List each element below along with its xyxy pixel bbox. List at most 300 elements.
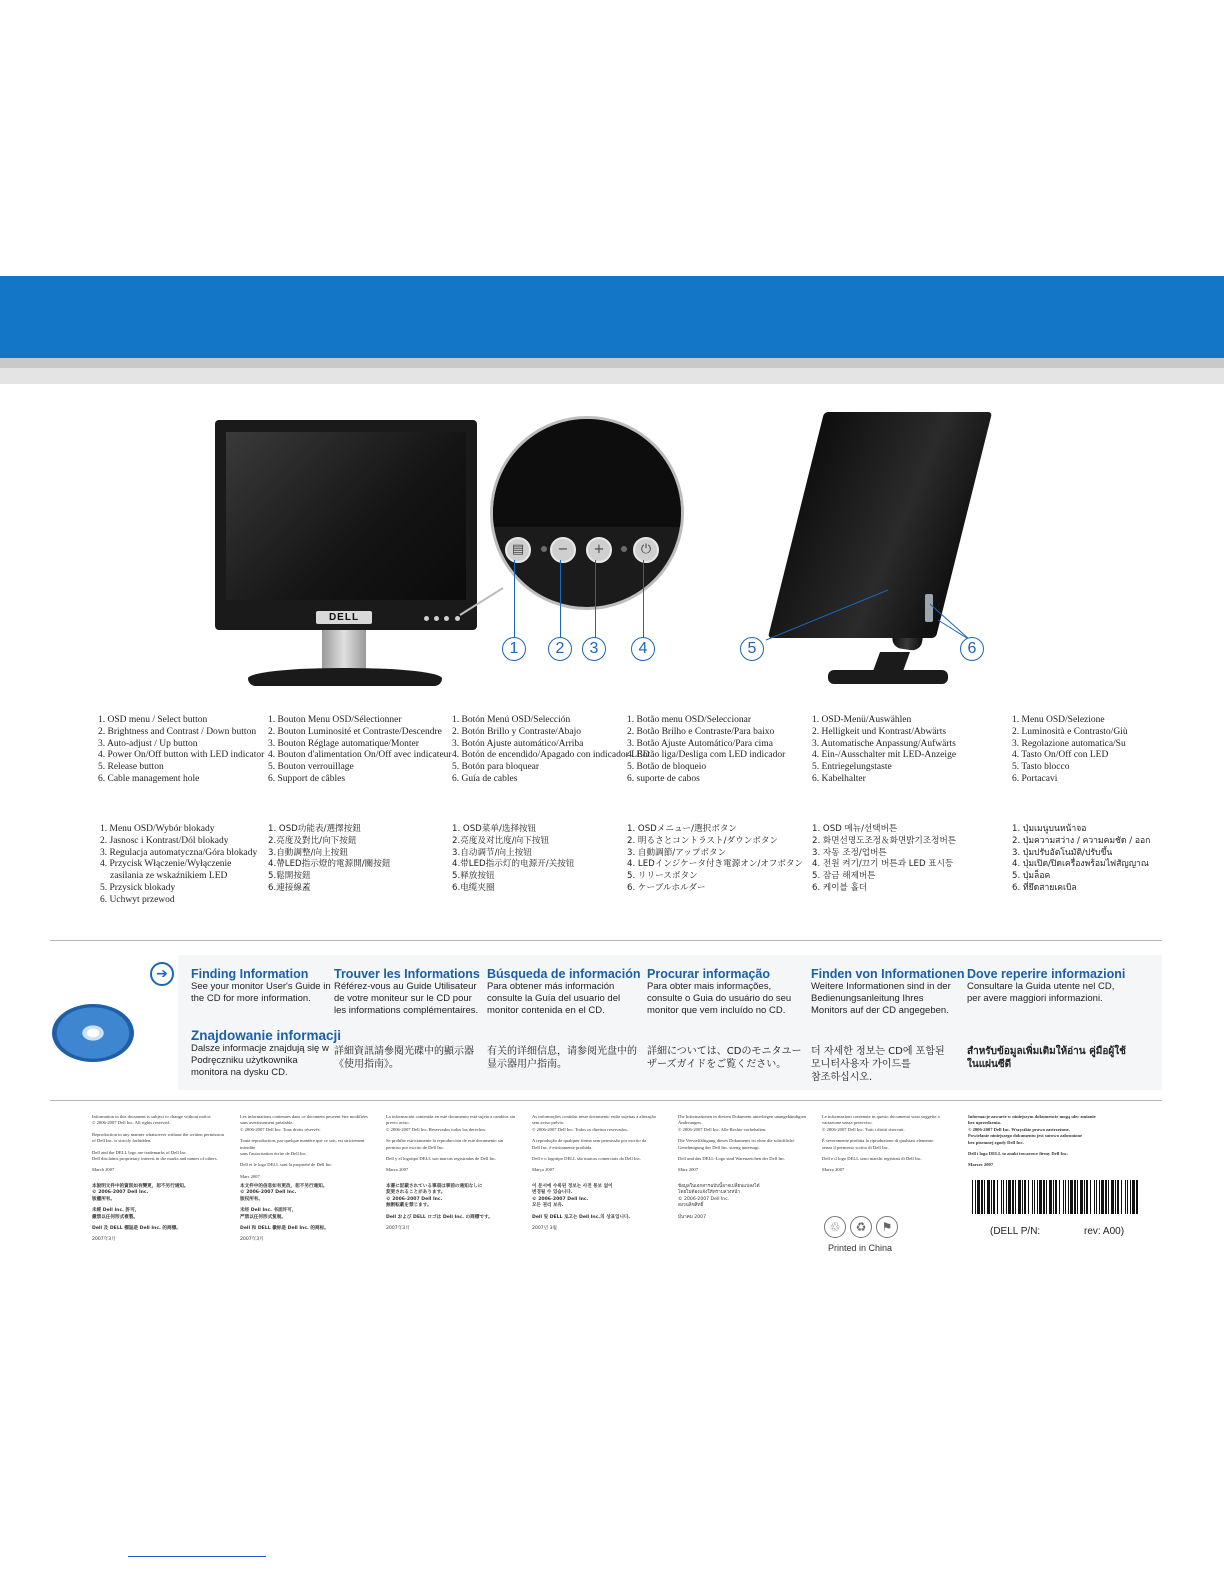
- list-item: 4. Tasto On/Off con LED: [1012, 750, 1109, 761]
- list-item: 2. Helligkeit und Kontrast/Abwärts: [812, 726, 947, 737]
- barcode-bar: [1077, 1180, 1078, 1214]
- revision-label: rev: A00): [1084, 1226, 1125, 1237]
- barcode-bar: [1121, 1180, 1122, 1214]
- finding-text: 《使用指南》。: [334, 1059, 399, 1070]
- legal-text: Dell und das DELL-Logo sind Warenzeichen der Dell Inc.: [678, 1156, 786, 1162]
- legal-text: Die Informationen in diesem Dokument unterliegen unangekündigten: [678, 1114, 807, 1119]
- legal-text: 本說明文件中的資訊如有變更，恕不另行通知。: [92, 1184, 189, 1189]
- list-item: 5.释放按钮: [452, 871, 495, 882]
- legal-text: © 2006-2007 Dell Inc.: [386, 1196, 443, 1202]
- legal-text: È severamente proibita la riproduzione di qualsiasi elemento: [822, 1138, 934, 1144]
- barcode-bar: [1086, 1180, 1088, 1214]
- barcode-bar: [987, 1180, 990, 1214]
- recycling-symbol-icon: ♻: [850, 1216, 872, 1238]
- barcode: [972, 1180, 1138, 1214]
- callout-leader: [595, 560, 596, 638]
- barcode-bar: [1008, 1180, 1011, 1214]
- monitor-stand-base: [248, 668, 442, 686]
- sensor-dot: [541, 546, 547, 552]
- legal-text: Dell 및 DELL 로고는 Dell Inc.의 상표입니다.: [532, 1214, 631, 1220]
- callout-leader: [560, 560, 561, 638]
- list-item: 4.带LED指示灯的电源开/关按钮: [452, 859, 575, 870]
- cd-disc-icon: [52, 1004, 134, 1062]
- list-item: 3. 자동 조정/업버튼: [812, 847, 887, 858]
- barcode-bar: [1015, 1180, 1016, 1214]
- legal-text: © 2006-2007 Dell Inc. Alle Rechte vorbehalten.: [678, 1126, 767, 1132]
- barcode-bar: [1132, 1180, 1135, 1214]
- legal-text: Dell 和 DELL 徽标是 Dell Inc. 的商标。: [240, 1226, 329, 1232]
- legal-date: März 2007: [678, 1167, 699, 1173]
- barcode-bar: [1022, 1180, 1023, 1214]
- front-button-dot: [434, 616, 439, 621]
- finding-block-zh-cn: [487, 1045, 637, 1071]
- list-item: 1. Bouton Menu OSD/Sélectionner: [268, 715, 402, 725]
- list-item: 5. Przysick blokady: [100, 882, 176, 893]
- list-item: 4. Botão liga/Desliga com LED indicador: [627, 750, 786, 761]
- finding-heading: Trouver les Informations: [334, 967, 480, 981]
- barcode-bar: [1084, 1180, 1085, 1214]
- list-item: 5. Tasto blocco: [1012, 762, 1070, 773]
- parts-list-pl: [100, 824, 257, 907]
- list-item: 6. 케이블 홀더: [812, 882, 868, 893]
- legal-notice-ja: [386, 1184, 521, 1232]
- list-item: 1. OSD menu / Select button: [98, 715, 208, 725]
- list-item: zasilania ze wskaźnikiem LED: [110, 871, 228, 882]
- list-item: 6.电缆夹圈: [452, 882, 495, 893]
- parts-list-fr: [268, 715, 452, 786]
- list-item: 4. LEDインジケータ付き電源オン/オフボタン: [627, 859, 804, 870]
- header-divider: [0, 358, 1224, 368]
- finding-heading: Znajdowanie informacji: [191, 1028, 342, 1043]
- legal-text: 変更されることがあります。: [386, 1190, 446, 1196]
- legal-date: March 2007: [92, 1167, 115, 1173]
- barcode-bar: [1090, 1180, 1091, 1214]
- legal-text: 未經 Dell Inc. 許可，: [92, 1208, 140, 1214]
- parts-list-ja: [627, 824, 803, 895]
- list-item: 5. リリースボタン: [627, 871, 698, 882]
- parts-list-es: [452, 715, 650, 786]
- list-item: 2. Jasnosc i Kontrast/Dól blokady: [100, 835, 229, 846]
- barcode-bar: [1099, 1180, 1100, 1214]
- legal-text: 严禁以任何形式复制。: [240, 1214, 286, 1220]
- legal-text: โดยไม่ต้องแจ้งให้ทราบล่วงหน้า: [678, 1190, 741, 1196]
- legal-text: 모든 권리 보유.: [532, 1203, 564, 1209]
- legal-text: Dell and the DELL logo are trademarks of Dell Inc.: [92, 1149, 187, 1155]
- list-item: 1. ปุ่มเมนูบนหน้าจอ: [1012, 824, 1087, 834]
- legal-notice-es: [386, 1114, 521, 1174]
- list-item: 1. Botão menu OSD/Seleccionar: [627, 715, 752, 725]
- arrow-right-icon: ➔: [150, 962, 174, 986]
- legal-text: © 2006-2007 Dell Inc.: [92, 1190, 149, 1196]
- finding-block-ja: [647, 1045, 801, 1071]
- finding-heading: Procurar informação: [647, 967, 770, 981]
- callout-1: 1: [502, 637, 526, 661]
- list-item: 1. Menu OSD/Selezione: [1012, 715, 1105, 725]
- legal-notice-pt: [532, 1114, 667, 1174]
- callout-4: 4: [631, 637, 655, 661]
- sensor-dot: [621, 546, 627, 552]
- list-item: 4.帶LED指示燈的電源開/關按鈕: [268, 859, 391, 870]
- legal-text: La información contenida en este documento está sujeta a cambios sin: [386, 1114, 516, 1119]
- list-item: 2. 明るさとコントラスト/ダウンボタン: [627, 835, 779, 846]
- legal-text: Reproduction in any manner whatsoever without the written permission: [92, 1131, 224, 1137]
- legal-text: 변경될 수 있습니다.: [532, 1190, 573, 1196]
- legal-text: sans l'autorisation écrite de Dell Inc.: [240, 1151, 307, 1157]
- legal-text: Änderungen.: [678, 1120, 702, 1126]
- osd-menu-button-icon: ▤: [505, 537, 531, 563]
- front-button-dot: [424, 616, 429, 621]
- legal-notice-ko: [532, 1184, 667, 1232]
- legal-text: bez uprzedzenia.: [968, 1120, 1001, 1126]
- finding-heading: Dove reperire informazioni: [967, 967, 1126, 981]
- list-item: 6. Cable management hole: [98, 773, 200, 784]
- legal-text: Dell i logo DELL to znaki towarowe firmy Dell Inc.: [968, 1151, 1068, 1157]
- barcode-bar: [1028, 1180, 1029, 1214]
- barcode-bar: [977, 1180, 980, 1214]
- header-divider-light: [0, 368, 1224, 384]
- legal-text: © 2006-2007 Dell Inc. Tutti i diritti riservati.: [822, 1126, 905, 1132]
- finding-text: Podręczniku użytkownika: [191, 1054, 298, 1066]
- barcode-bar: [1080, 1180, 1083, 1214]
- finding-text: Weitere Informationen sind in der: [811, 981, 951, 992]
- finding-text: 모니터사용자 가이드를: [811, 1059, 911, 1070]
- legal-text: 版权所有。: [240, 1196, 263, 1202]
- finding-block-pt: [647, 967, 791, 1016]
- finding-text: 더 자세한 정보는 CD에 포함된: [811, 1046, 945, 1057]
- legal-text: ข้อมูลในเอกสารฉบับนี้อาจเปลี่ยนแปลงได้: [678, 1184, 760, 1189]
- legal-text: © 2006-2007 Dell Inc.: [240, 1190, 297, 1196]
- legal-text: previo aviso.: [386, 1120, 410, 1126]
- parts-list-ko: [812, 824, 956, 895]
- barcode-bar: [1108, 1180, 1109, 1214]
- parts-list-th: [1012, 824, 1150, 895]
- legal-text: bez pisemnej zgody Dell Inc.: [968, 1139, 1024, 1145]
- power-button-icon: ⏻: [633, 537, 659, 563]
- legal-date: มีนาคม 2007: [678, 1214, 706, 1220]
- legal-text: Toute reproduction, par quelque manière que ce soit, est strictement interdite: [240, 1138, 365, 1150]
- finding-text: Para obtener más información: [487, 981, 615, 992]
- finding-text: 显示器用户指南。: [487, 1059, 567, 1070]
- list-item: 6. ที่ยึดสายเคเบิล: [1012, 882, 1077, 893]
- legal-text: Dell 及 DELL 標誌是 Dell Inc. 的商標。: [92, 1226, 181, 1232]
- legal-text: of Dell Inc. is strictly forbidden.: [92, 1138, 152, 1144]
- legal-text: สงวนลิขสิทธิ์: [678, 1203, 704, 1209]
- barcode-bar: [1053, 1180, 1054, 1214]
- list-item: 3. Regolazione automatica/Su: [1012, 738, 1126, 749]
- up-button-icon: +: [586, 537, 612, 563]
- barcode-bar: [1111, 1180, 1114, 1214]
- barcode-bar: [1034, 1180, 1035, 1214]
- finding-block-es: [487, 967, 641, 1016]
- finding-text: 참조하십시오.: [811, 1072, 873, 1083]
- list-item: 6. Guía de cables: [452, 773, 518, 784]
- barcode-bar: [1055, 1180, 1057, 1214]
- barcode-bar: [1125, 1180, 1126, 1214]
- finding-block-en: [191, 967, 331, 1005]
- list-item: 3. Regulacja automatyczna/Góra blokady: [100, 847, 258, 858]
- finding-text: Dalsze informacje znajdują się w: [191, 1043, 329, 1054]
- footer-line: [128, 1556, 266, 1557]
- front-button-dot: [444, 616, 449, 621]
- legal-text: 本文件中的信息如有更改，恕不另行通知。: [240, 1184, 328, 1189]
- legal-text: Dell e o logotipo DELL são marcas comerciais da Dell Inc.: [532, 1156, 641, 1162]
- legal-text: 未经 Dell Inc. 书面许可，: [240, 1208, 297, 1214]
- barcode-bar: [1006, 1180, 1007, 1214]
- barcode-bar: [1065, 1180, 1066, 1214]
- barcode-bar: [1127, 1180, 1128, 1214]
- list-item: 2. Botón Brillo y Contraste/Abajo: [452, 726, 582, 737]
- barcode-bar: [1018, 1180, 1021, 1214]
- finding-text: 有关的详细信息，请参阅光盘中的: [487, 1046, 637, 1057]
- barcode-bar: [1105, 1180, 1107, 1214]
- list-item: 2. ปุ่มความสว่าง / ความคมชัด / ออก: [1012, 835, 1151, 846]
- finding-block-th: [967, 1045, 1126, 1071]
- barcode-bar: [981, 1180, 983, 1214]
- parts-list-zh-tw: [268, 824, 390, 895]
- list-item: 2. 화면선명도조정＆화면밝기조정버튼: [812, 835, 957, 846]
- barcode-bar: [1046, 1180, 1047, 1214]
- legal-text: As informações contidas neste documento estão sujeitas a alteração: [532, 1114, 656, 1119]
- legal-notice-zh-cn: [240, 1184, 375, 1244]
- list-item: 1. Botón Menú OSD/Selección: [452, 715, 571, 725]
- legal-date: Mars 2007: [240, 1173, 260, 1179]
- finding-heading: Finden von Informationen: [811, 967, 965, 981]
- finding-block-fr: [334, 967, 480, 1016]
- parts-list-de: [812, 715, 956, 786]
- list-item: 5. Botón para bloquear: [452, 762, 540, 773]
- barcode-bar: [1096, 1180, 1097, 1214]
- callout-3: 3: [582, 637, 606, 661]
- legal-text: Dell disclaims proprietary interest in the marks and names of others.: [92, 1156, 218, 1162]
- legal-text: Dell および DELL ロゴは Dell Inc. の商標です。: [386, 1214, 493, 1220]
- legal-text: 嚴禁以任何形式複製。: [92, 1214, 138, 1220]
- legal-text: Dell et le logo DELL sont la propriété de Dell Inc.: [240, 1162, 333, 1168]
- finding-block-pl: [191, 1028, 341, 1078]
- legal-text: 이 문서에 수록된 정보는 사전 통보 없이: [532, 1184, 613, 1189]
- finding-text: de votre moniteur sur le CD pour: [334, 992, 472, 1004]
- zoom-screen: [493, 419, 681, 527]
- legal-notice-pl: [968, 1114, 1103, 1169]
- list-item: 5. 잠금 해제버튼: [812, 871, 876, 882]
- finding-text: per avere maggiori informazioni.: [967, 992, 1103, 1004]
- finding-text: 詳細資訊請參閱光碟中的顯示器: [334, 1046, 474, 1057]
- finding-block-ko: [811, 1045, 945, 1084]
- callout-leader: [643, 560, 644, 638]
- barcode-bar: [1136, 1180, 1138, 1214]
- barcode-bar: [1001, 1180, 1002, 1214]
- list-item: 1. OSD 메뉴/선택버튼: [812, 824, 898, 834]
- list-item: 2. Botão Brilho e Contraste/Para baixo: [627, 726, 775, 737]
- finding-text: monitora na dysku CD.: [191, 1066, 288, 1078]
- barcode-bar: [1012, 1180, 1014, 1214]
- header-band: [0, 276, 1224, 358]
- finding-text: Référez-vous au Guide Utilisateur: [334, 981, 477, 992]
- legal-text: Dell Inc. é estritamente proibida.: [532, 1144, 593, 1150]
- finding-text: 詳細については、CDのモニタユー: [647, 1046, 802, 1057]
- list-item: 5. Bouton verrouillage: [268, 762, 354, 773]
- legal-text: © 2006-2007 Dell Inc. Reservados todos los derechos.: [386, 1126, 487, 1132]
- list-item: 6. Uchwyt przewod: [100, 894, 175, 905]
- printed-in-label: Printed in China: [828, 1243, 893, 1253]
- list-item: 3. 自動調節/アップボタン: [627, 847, 727, 858]
- list-item: 5. Entriegelungstaste: [812, 762, 892, 773]
- finding-block-zh-tw: [334, 1045, 474, 1071]
- list-item: 1. OSDメニュー/選択ボタン: [627, 824, 738, 834]
- barcode-bar: [1130, 1180, 1131, 1214]
- barcode-bar: [991, 1180, 992, 1214]
- barcode-bar: [1063, 1180, 1064, 1214]
- finding-text: les informations complémentaires.: [334, 1004, 479, 1016]
- list-item: 4. 전원 켜기/끄기 버튼과 LED 표시등: [812, 859, 954, 870]
- legal-date: 2007년 3월: [532, 1226, 557, 1232]
- section-divider: [50, 940, 1162, 941]
- button-zoom-circle: [490, 416, 684, 610]
- barcode-bar: [1003, 1180, 1004, 1214]
- legal-text: © 2006-2007 Dell Inc. Tous droits réservés.: [240, 1126, 321, 1132]
- list-item: 3.自動調整/向上按鈕: [268, 847, 348, 858]
- side-callout-leaders: [760, 560, 990, 650]
- callout-5: 5: [740, 637, 764, 661]
- legal-date: 2007年3月: [92, 1237, 116, 1243]
- legal-text: © 2006-2007 Dell Inc. Wszystkie prawa zastrzeżone.: [968, 1126, 1070, 1132]
- finding-heading: Finding Information: [191, 967, 309, 981]
- legal-notice-de: [678, 1114, 813, 1174]
- finding-text: the CD for more information.: [191, 992, 311, 1004]
- barcode-bar: [1037, 1180, 1038, 1214]
- legal-text: © 2006-2007 Dell Inc. All rights reserved.: [92, 1120, 170, 1126]
- legal-text: 版權所有。: [92, 1196, 115, 1202]
- parts-list-zh-cn: [452, 824, 574, 895]
- finding-text: Monitors auf der CD angegeben.: [811, 1004, 949, 1016]
- list-item: 1. Menu OSD/Wybór blokady: [100, 824, 215, 834]
- list-item: 2.亮度及对比度/向下按钮: [452, 835, 550, 846]
- list-item: 5. Release button: [98, 762, 164, 773]
- finding-text: consulte o Guia do usuário do seu: [647, 992, 792, 1004]
- list-item: 4. Ein-/Ausschalter mit LED-Anzeige: [812, 750, 957, 761]
- finding-block-de: [811, 967, 964, 1016]
- list-item: 2. Brightness and Contrast / Down button: [98, 726, 257, 737]
- finding-text: Para obter mais informações,: [647, 981, 772, 992]
- list-item: 6. Portacavi: [1012, 773, 1058, 784]
- barcode-bar: [972, 1180, 973, 1214]
- list-item: 2.亮度及對比/向下按鈕: [268, 835, 357, 846]
- list-item: 3. Automatische Anpassung/Aufwärts: [812, 738, 956, 749]
- finding-text: consulte la Guía del usuario del: [487, 992, 621, 1004]
- list-item: 3.自动调节/向上按钮: [452, 847, 532, 858]
- barcode-bar: [984, 1180, 985, 1214]
- list-item: 5. ปุ่มล็อค: [1012, 871, 1051, 882]
- list-item: 1. OSD-Menü/Auswählen: [812, 715, 912, 725]
- finding-text: ในแผ่นซีดี: [967, 1059, 1012, 1070]
- barcode-bar: [1074, 1180, 1076, 1214]
- list-item: 2. Luminosità e Contrasto/Giù: [1012, 726, 1128, 737]
- legal-text: 無断転載を禁じます。: [386, 1203, 432, 1209]
- list-item: 1. OSD功能表/選擇按鈕: [268, 824, 361, 834]
- finding-text: monitor que vem incluído no CD.: [647, 1004, 786, 1016]
- barcode-bar: [1070, 1180, 1073, 1214]
- barcode-bar: [1068, 1180, 1069, 1214]
- legal-text: © 2006-2007 Dell Inc.: [678, 1196, 730, 1202]
- parts-list-en: [98, 715, 264, 786]
- legal-text: sem aviso prévio.: [532, 1120, 565, 1126]
- barcode-bar: [1059, 1180, 1060, 1214]
- list-item: 6. suporte de cabos: [627, 773, 700, 784]
- legal-text: Informacje zawarte w niniejszym dokumencie mogą ulec zmianie: [968, 1114, 1096, 1119]
- finding-text: Bedienungsanleitung Ihres: [811, 992, 924, 1004]
- list-item: 4. Przycisk Włączenie/Wyłączenie: [100, 859, 232, 870]
- legal-date: 2007年3月: [240, 1237, 264, 1243]
- dell-logo: DELL: [316, 611, 372, 624]
- finding-text: Consultare la Guida utente nel CD,: [967, 981, 1115, 992]
- finding-text: ザーズガイドをご覧ください。: [647, 1059, 787, 1070]
- barcode-bar: [1101, 1180, 1104, 1214]
- parts-list-it: [1012, 715, 1128, 786]
- list-item: 4. ปุ่มเปิด/ปิดเครื่องพร้อมไฟสัญญาณ: [1012, 859, 1149, 870]
- barcode-bar: [1024, 1180, 1026, 1214]
- recycle-icon: ♲: [824, 1216, 846, 1238]
- list-item: 6. Kabelhalter: [812, 773, 866, 784]
- legal-text: permiso por escrito de Dell Inc.: [386, 1144, 445, 1150]
- list-item: 3. Botão Ajuste Automático/Para cima: [627, 738, 773, 749]
- list-item: 4. Power On/Off button with LED indicator: [98, 750, 265, 761]
- list-item: 3. ปุ่มปรับอัตโนมัติ/ปรับขึ้น: [1012, 847, 1113, 858]
- barcode-bar: [1049, 1180, 1052, 1214]
- legal-text: Le informazioni contenute in questo documento sono soggette a: [822, 1114, 940, 1119]
- legal-text: Se prohíbe estrictamente la reproducción de este documento sin: [386, 1138, 504, 1144]
- list-item: 3. Auto-adjust / Up button: [98, 738, 198, 749]
- legal-date: Marzo 2007: [386, 1167, 409, 1173]
- legal-notice-it: [822, 1114, 957, 1174]
- callout-leader: [514, 560, 515, 638]
- barcode-bar: [1094, 1180, 1095, 1214]
- list-item: 6.連接線蓋: [268, 882, 311, 893]
- barcode-bar: [1115, 1180, 1116, 1214]
- list-item: 4. Botón de encendido/Apagado con indicador LED: [452, 750, 650, 761]
- section-divider: [50, 1100, 1162, 1101]
- environment-mark-icon: ⚑: [876, 1216, 898, 1238]
- parts-list-pt: [627, 715, 785, 786]
- legal-text: Dell e il logo DELL sono marchi registrati di Dell Inc.: [822, 1156, 922, 1162]
- finding-text: monitor contenida en el CD.: [487, 1004, 605, 1016]
- legal-text: Information in this document is subject to change without notice.: [92, 1114, 212, 1119]
- legal-text: Die Vervielfältigung dieses Dokuments ist ohne die schriftliche: [678, 1138, 795, 1144]
- part-number-label: (DELL P/N:: [990, 1226, 1041, 1237]
- down-button-icon: −: [550, 537, 576, 563]
- legal-notice-zh-tw: [92, 1184, 227, 1244]
- list-item: 3. Bouton Réglage automatique/Monter: [268, 738, 419, 749]
- finding-heading: Búsqueda de información: [487, 967, 641, 981]
- legal-text: Dell y el logotipo DELL son marcas registradas de Dell Inc.: [386, 1156, 497, 1162]
- legal-notice-fr: [240, 1114, 375, 1180]
- barcode-bar: [1043, 1180, 1045, 1214]
- barcode-bar: [1032, 1180, 1033, 1214]
- list-item: 6. ケーブルホルダー: [627, 882, 706, 893]
- legal-text: Les informations contenues dans ce document peuvent être modifiées: [240, 1114, 368, 1119]
- list-item: 4. Bouton d'alimentation On/Off avec indicateur: [268, 750, 452, 761]
- callout-2: 2: [548, 637, 572, 661]
- finding-block-it: [967, 967, 1125, 1005]
- monitor-screen: [226, 432, 466, 600]
- legal-text: © 2006-2007 Dell Inc.: [532, 1196, 589, 1202]
- barcode-bar: [1117, 1180, 1119, 1214]
- legal-notice-th: [678, 1184, 813, 1221]
- legal-text: 本書に記載されている事項は事前の通知なしに: [386, 1184, 483, 1189]
- list-item: 1. OSD菜单/选择按钮: [452, 824, 537, 834]
- finding-text: สำหรับข้อมูลเพิ่มเติมให้อ่าน คู่มือผู้ใช้: [967, 1046, 1126, 1057]
- list-item: 5. Botão de bloqueio: [627, 762, 707, 773]
- barcode-bar: [997, 1180, 998, 1214]
- list-item: 3. Botón Ajuste automático/Arriba: [452, 738, 584, 749]
